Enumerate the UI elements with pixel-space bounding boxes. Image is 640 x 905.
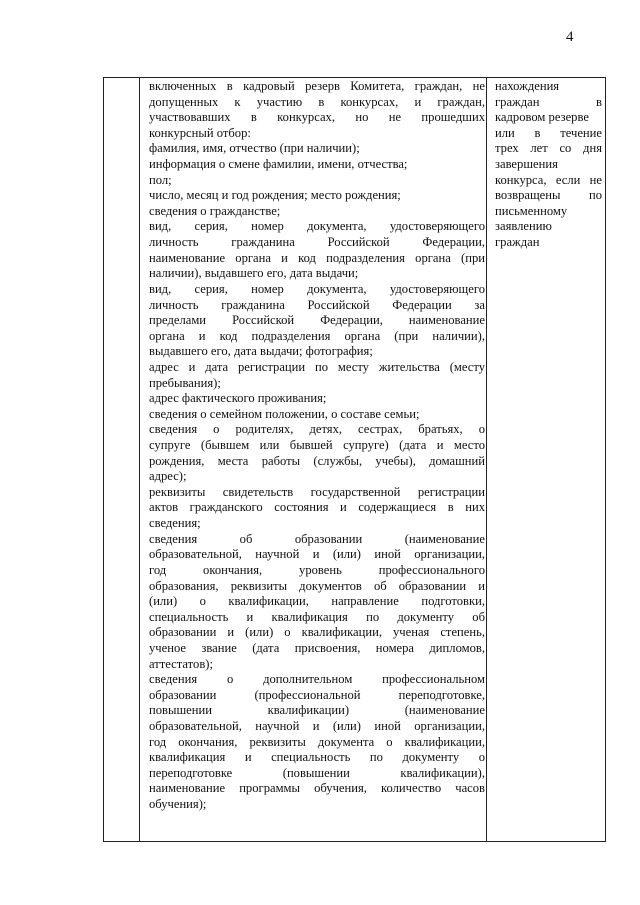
page-number: 4 (566, 29, 574, 45)
text-line: фамилия, имя, отчество (при наличии); (149, 141, 360, 156)
text-line: наименование органа и код подразделения органа (при (149, 250, 485, 265)
text-line: пределами Российской Федерации, наименование (149, 313, 485, 328)
text-line: рождения, места работы (службы, учебы), домашний (149, 453, 485, 468)
text-line: образования, реквизиты документов об образовании и (149, 578, 485, 593)
text-line: супруге (бывшем или бывшей супруге) (дата и место (149, 438, 485, 453)
text-line: год окончания, уровень профессионального (149, 562, 485, 577)
text-line: образовании (профессиональной переподготовке, (149, 687, 485, 702)
text-line: образовательной, научной и (или) иной организации, (149, 547, 485, 562)
text-line: ученое звание (дата присвоения, номера дипломов, (149, 640, 485, 655)
text-line: завершения (495, 157, 558, 172)
text-line: органа и код подразделения органа (при наличии), (149, 328, 485, 343)
table-cell-personal-data-list (149, 79, 485, 813)
text-line: вид, серия, номер документа, удостоверяющего (149, 219, 485, 234)
text-line: повышении квалификации) (наименование (149, 703, 485, 718)
text-line: включенных в кадровый резерв Комитета, граждан, не (149, 79, 485, 93)
text-line: наличии), выдавшего его, дата выдачи; (149, 266, 359, 281)
text-line: число, месяц и год рождения; место рождения; (149, 188, 401, 203)
text-line: граждан в (495, 94, 602, 109)
text-line: актов гражданского состояния и содержащиеся в них (149, 500, 485, 515)
text-line: пребывания); (149, 375, 221, 390)
text-line: конкурса, если не (495, 172, 602, 187)
text-line: адрес); (149, 469, 187, 484)
text-line: сведения; (149, 516, 201, 531)
text-line: аттестатов); (149, 656, 213, 671)
text-line: обучения); (149, 797, 207, 812)
text-line: год окончания, реквизиты документа о квалификации, (149, 734, 485, 749)
text-line: образовании и (или) о квалификации, ученая степень, (149, 625, 485, 640)
text-line: адрес фактического проживания; (149, 391, 327, 406)
text-line: конкурсный отбор: (149, 125, 251, 140)
text-line: сведения об образовании (наименование (149, 531, 485, 546)
text-line: заявлению (495, 219, 552, 234)
text-line: личность гражданина Российской Федерации, (149, 235, 485, 250)
text-line: пол; (149, 172, 172, 187)
text-line: личность гражданина Российской Федерации за (149, 297, 485, 312)
text-line: наименование программы обучения, количество часов (149, 781, 485, 796)
text-line: специальность и квалификация по документу об (149, 609, 485, 624)
text-line: квалификация и специальность по документу о (149, 750, 485, 765)
text-line: сведения о гражданстве; (149, 203, 281, 218)
text-line: (или) о квалификации, направление подготовки, (149, 594, 485, 609)
text-line: возвращены по (495, 188, 602, 203)
text-line: переподготовке (повышении квалификации), (149, 765, 485, 780)
text-line: выдавшего его, дата выдачи; фотография; (149, 344, 373, 359)
text-line: граждан (495, 235, 540, 250)
text-line: или в течение (495, 125, 602, 140)
text-line: адрес и дата регистрации по месту жительства (месту (149, 359, 485, 374)
column-divider-right (486, 78, 487, 841)
text-line: трех лет со дня (495, 141, 602, 156)
column-divider-left (139, 78, 140, 841)
text-line: образовательной, научной и (или) иной организации, (149, 718, 485, 733)
text-line: вид, серия, номер документа, удостоверяющего (149, 281, 485, 296)
text-line: кадровом резерве (495, 110, 589, 125)
text-line: сведения о родителях, детях, сестрах, братьях, о (149, 422, 485, 437)
table-cell-retention-period (495, 79, 602, 251)
text-line: информация о смене фамилии, имени, отчества; (149, 157, 408, 172)
text-line: письменному (495, 203, 568, 218)
text-line: сведения о дополнительном профессиональном (149, 672, 485, 687)
text-line: нахождения (495, 79, 560, 93)
document-table (103, 77, 606, 842)
text-line: реквизиты свидетельств государственной регистрации (149, 484, 485, 499)
text-line: допущенных к участию в конкурсах, и граждан, (149, 94, 485, 109)
text-line: участвовавших в конкурсах, но не прошедших (149, 110, 485, 125)
text-line: сведения о семейном положении, о составе семьи; (149, 406, 420, 421)
